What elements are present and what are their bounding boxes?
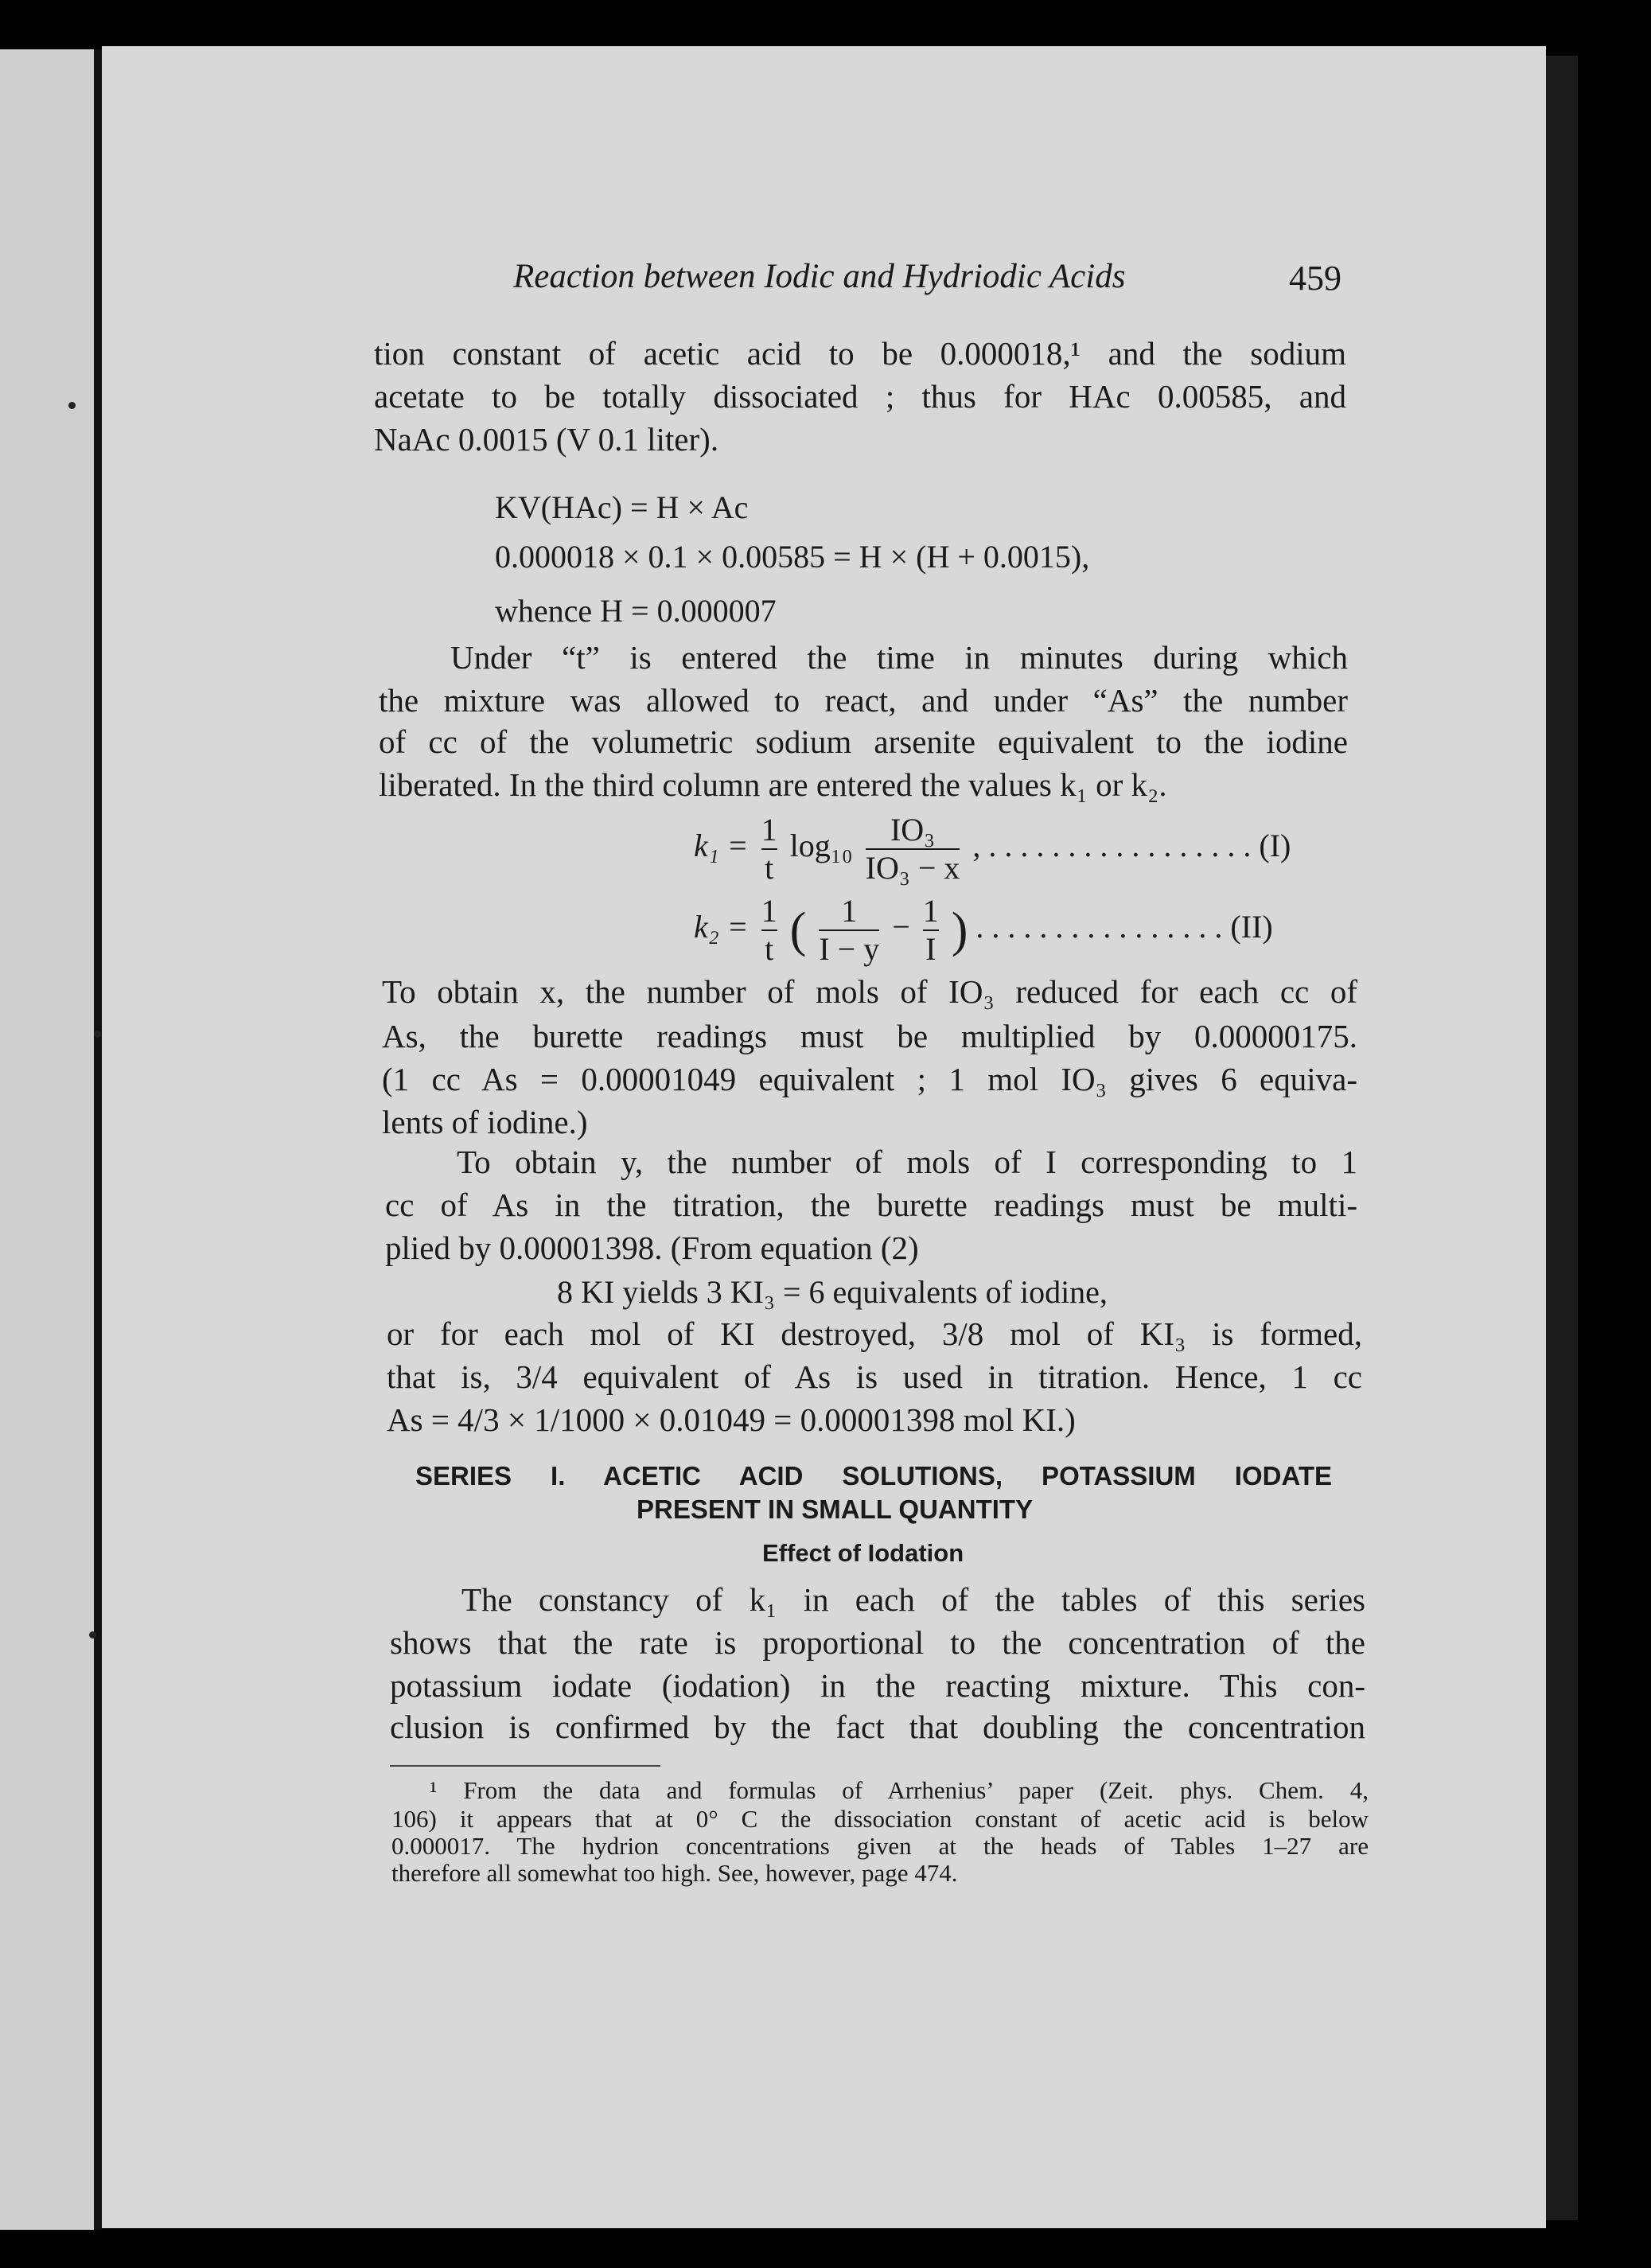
para5-line1: or for each mol of KI destroyed, 3/8 mol of KI₃ is formed, (387, 1315, 1362, 1352)
formula-k1-fraction (866, 812, 960, 887)
equation-kv: KV(HAc) = H × Ac (495, 489, 749, 525)
running-head: Reaction between Iodic and Hydriodic Acids (513, 258, 1126, 295)
equation-whence: whence H = 0.000007 (495, 593, 777, 629)
formula-k1-label: , . . . . . . . . . . . . . . . . . (I) (972, 828, 1291, 864)
para4-line1: To obtain y, the number of mols of I corresponding to 1 (457, 1144, 1357, 1180)
margin-speck (68, 402, 76, 409)
formula-k2-coef-num: 1 (761, 893, 777, 929)
para1-line1: tion constant of acetic acid to be 0.000018,¹ and the sodium (374, 335, 1346, 372)
formula-k1-log: log₁₀ (789, 828, 853, 864)
margin-speck (89, 1631, 96, 1639)
series-heading: SERIES I. ACETIC ACID SOLUTIONS, POTASSIUM IODATE (415, 1461, 1332, 1491)
facing-page-edge (0, 49, 97, 2230)
footnote-line2: 106) it appears that at 0° C the dissociation constant of acetic acid is below (391, 1805, 1369, 1833)
para6-line2: shows that the rate is proportional to the concentration of the (390, 1624, 1365, 1661)
formula-k2-a-den: I − y (819, 931, 880, 967)
para5-line3: As = 4/3 × 1/1000 × 0.01049 = 0.00001398 mol KI.) (387, 1401, 1076, 1438)
para6-line4: clusion is confirmed by the fact that doubling the concentration (390, 1709, 1365, 1745)
para3-line2: As, the burette readings must be multiplied by 0.00000175. (382, 1018, 1357, 1054)
para2-line4: liberated. In the third column are entered the values k₁ or k₂. (379, 766, 1167, 803)
formula-k1-num: IO₃ (890, 812, 936, 848)
binding-gutter (94, 49, 102, 2230)
footnote-line1: ¹ From the data and formulas of Arrhenius’ paper (Zeit. phys. Chem. 4, (430, 1776, 1369, 1804)
formula-k1-coefficient (761, 812, 777, 887)
subheading: Effect of Iodation (762, 1539, 964, 1567)
formula-k2-b-den: I (923, 929, 939, 968)
footnote-line4: therefore all somewhat too high. See, however, page 474. (391, 1859, 958, 1887)
formula-k2-b-num: 1 (922, 893, 939, 929)
formula-k2-second-fraction (923, 893, 939, 968)
para3-line4: lents of iodine.) (382, 1104, 588, 1140)
para6-line1: The constancy of k₁ in each of the tables of this series (461, 1581, 1365, 1618)
formula-k2-minus: − (892, 909, 910, 945)
margin-speck (94, 1031, 101, 1038)
para6-line3: potassium iodate (iodation) in the reacting mixture. This con- (390, 1667, 1365, 1704)
para4-line3: plied by 0.00001398. (From equation (2) (385, 1229, 919, 1266)
para2-line2: the mixture was allowed to react, and under “As” the number (379, 682, 1348, 719)
formula-k2-label: . . . . . . . . . . . . . . . . (II) (975, 909, 1273, 945)
para1-line3: NaAc 0.0015 (V 0.1 liter). (374, 421, 719, 458)
formula-k2-a-num: 1 (841, 893, 858, 929)
para1-line2: acetate to be totally dissociated ; thus for HAc 0.00585, and (374, 378, 1346, 415)
formula-k2-first-fraction (819, 893, 879, 968)
page-edge-shadow (1546, 56, 1578, 2220)
formula-k2-close-paren: ) (951, 903, 968, 957)
para2-line1: Under “t” is entered the time in minutes during which (450, 639, 1348, 676)
formula-k1 (694, 812, 1291, 887)
formula-k1-lhs: k₁ = (694, 828, 749, 864)
formula-k2-coefficient (761, 893, 777, 968)
para5-line2: that is, 3/4 equivalent of As is used in titration. Hence, 1 cc (387, 1358, 1362, 1395)
para2-line3: of cc of the volumetric sodium arsenite equivalent to the iodine (379, 723, 1348, 760)
formula-k2-coef-den: t (761, 929, 777, 968)
book-page (102, 46, 1546, 2228)
formula-k2 (694, 893, 1273, 968)
formula-k1-coef-num: 1 (761, 812, 777, 848)
formula-k1-coef-den: t (761, 848, 777, 887)
equation-ki: 8 KI yields 3 KI₃ = 6 equivalents of iodine, (557, 1274, 1108, 1310)
formula-k2-lhs: k₂ = (694, 909, 749, 945)
formula-k2-open-paren: ( (789, 903, 807, 957)
footnote-rule (390, 1765, 660, 1767)
para4-line2: cc of As in the titration, the burette readings must be multi- (385, 1187, 1357, 1223)
para3-line3: (1 cc As = 0.00001049 equivalent ; 1 mol IO₃ gives 6 equiva- (382, 1061, 1357, 1097)
para3-line1: To obtain x, the number of mols of IO₃ reduced for each cc of (382, 973, 1357, 1010)
series-heading-line2: PRESENT IN SMALL QUANTITY (637, 1494, 1034, 1524)
equation-dissociation: 0.000018 × 0.1 × 0.00585 = H × (H + 0.0015), (495, 539, 1090, 575)
formula-k1-den: IO₃ − x (865, 850, 960, 886)
footnote-line3: 0.000017. The hydrion concentrations given at the heads of Tables 1–27 are (391, 1832, 1369, 1860)
page-number: 459 (1289, 259, 1341, 298)
